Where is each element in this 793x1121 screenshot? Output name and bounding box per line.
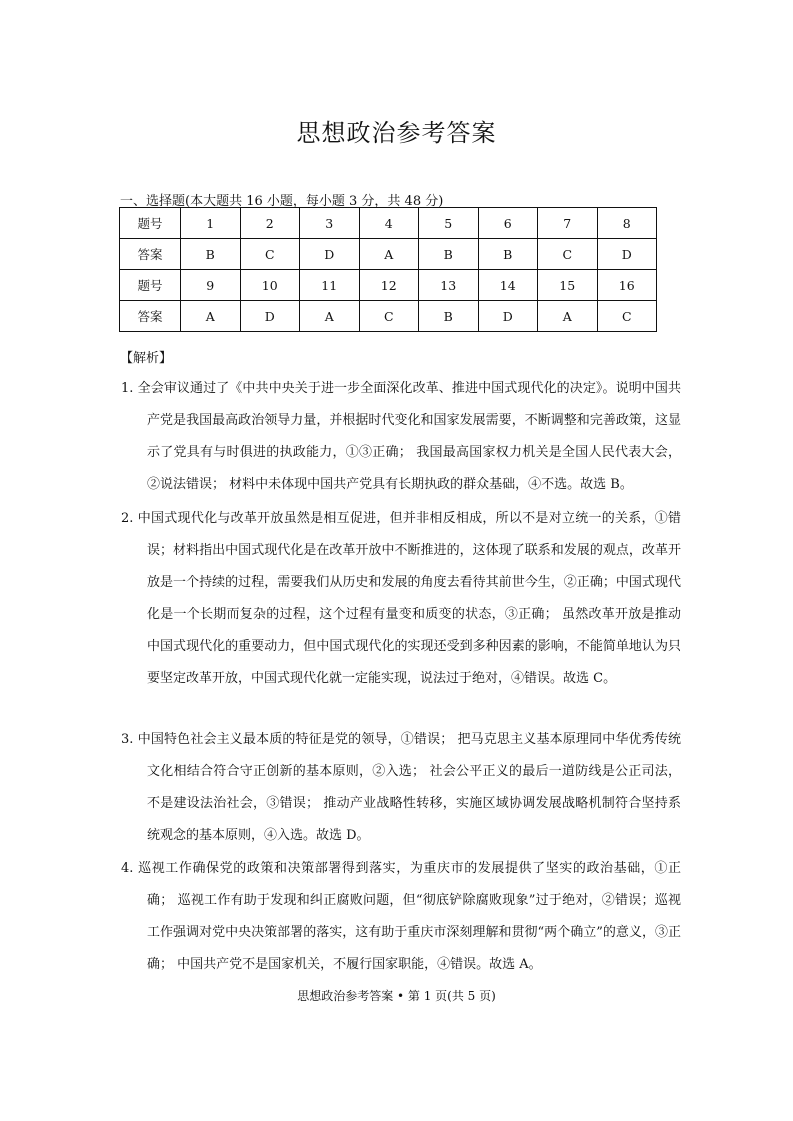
answer-table-cell: 6	[478, 208, 538, 239]
row-header-cell: 题号	[120, 270, 181, 301]
item-text: 全会审议通过了《中共中央关于进一步全面深化改革、推进中国式现代化的决定》。说明中国共产党是我国最高政治领导力量，并根据时代变化和国家发展需要，不断调整和完善政策，这显示了党具有与时俱进的执政能力，①③正确； 我国最高国家权力机关是全国人民代表大会，②说法错误； 材料中未体现中国共产党具有长期执政的群众基础，④不选。故选 B。	[137, 381, 681, 492]
answer-table-cell: C	[597, 301, 657, 332]
item-number: 1.	[121, 381, 134, 396]
row-header-cell: 答案	[120, 239, 181, 270]
analysis-item-2	[121, 503, 681, 695]
answer-table-cell: D	[300, 239, 360, 270]
answer-table-cell: 8	[597, 208, 657, 239]
analysis-item-4	[121, 853, 681, 981]
answer-table-cell: B	[419, 301, 479, 332]
item-text: 中国特色社会主义最本质的特征是党的领导，①错误； 把马克思主义基本原理同中华优秀传统文化相结合符合守正创新的基本原则，②入选； 社会公平正义的最后一道防线是公正司法，不是建设法治社会，③错误； 推动产业战略性转移，实施区域协调发展战略机制符合坚持系统观念的基本原则，④入选。故选 D。	[137, 732, 681, 843]
row-header-cell: 答案	[120, 301, 181, 332]
answer-table-cell: 10	[240, 270, 300, 301]
answer-table-cell: 13	[419, 270, 479, 301]
answer-table-row	[120, 239, 657, 270]
answer-table-cell: 5	[419, 208, 479, 239]
answer-table-row	[120, 270, 657, 301]
answer-table-row	[120, 208, 657, 239]
answer-table-cell: 2	[240, 208, 300, 239]
answer-table-cell: B	[181, 239, 241, 270]
answer-table-cell: 15	[538, 270, 598, 301]
answer-table-cell: B	[419, 239, 479, 270]
item-number: 3.	[121, 732, 134, 747]
answer-table-cell: C	[538, 239, 598, 270]
item-text: 中国式现代化与改革开放虽然是相互促进，但并非相反相成，所以不是对立统一的关系，①错误；材料指出中国式现代化是在改革开放中不断推进的，这体现了联系和发展的观点，改革开放是一个持续的过程，需要我们从历史和发展的角度去看待其前世今生，②正确；中国式现代化是一个长期而复杂的过程，这个过程有量变和质变的状态，③正确； 虽然改革开放是推动中国式现代化的重要动力，但中国式现代化的实现还受到多种因素的影响，不能简单地认为只要坚定改革开放，中国式现代化就一定能实现，说法过于绝对，④错误。故选 C。	[137, 511, 681, 686]
answer-table-cell: B	[478, 239, 538, 270]
answer-table-cell: A	[359, 239, 419, 270]
answer-table-cell: 3	[300, 208, 360, 239]
answer-table-cell: C	[359, 301, 419, 332]
answer-table-cell: D	[597, 239, 657, 270]
row-header-cell: 题号	[120, 208, 181, 239]
answer-table-cell: D	[478, 301, 538, 332]
answer-table	[119, 207, 657, 332]
answer-table-cell: 14	[478, 270, 538, 301]
answer-table-cell: D	[240, 301, 300, 332]
item-text: 巡视工作确保党的政策和决策部署得到落实，为重庆市的发展提供了坚实的政治基础，①正确； 巡视工作有助于发现和纠正腐败问题，但“彻底铲除腐败现象”过于绝对，②错误；巡视工作强调对党中央决策部署的落实，这有助于重庆市深刻理解和贯彻“两个确立”的意义，③正确； 中国共产党不是国家机关，不履行国家职能，④错误。故选 A。	[138, 861, 681, 972]
section-heading: 一、选择题(本大题共 16 小题，每小题 3 分，共 48 分)	[120, 194, 444, 209]
answer-table-cell: 16	[597, 270, 657, 301]
answer-table-cell: A	[181, 301, 241, 332]
analysis-item-1	[121, 373, 681, 501]
answer-table-cell: 1	[181, 208, 241, 239]
page-title: 思想政治参考答案	[296, 119, 497, 147]
answer-table-cell: 11	[300, 270, 360, 301]
answer-table-cell: 7	[538, 208, 598, 239]
item-number: 4.	[121, 861, 134, 876]
answer-table-cell: A	[538, 301, 598, 332]
answer-table-row	[120, 301, 657, 332]
analysis-item-3	[121, 724, 681, 852]
answer-table-cell: 4	[359, 208, 419, 239]
answer-table-cell: 12	[359, 270, 419, 301]
answer-table-cell: 9	[181, 270, 241, 301]
page-footer: 思想政治参考答案 • 第 1 页(共 5 页)	[297, 989, 496, 1003]
item-number: 2.	[121, 511, 134, 526]
analysis-label: 【解析】	[120, 351, 173, 366]
answer-table-cell: C	[240, 239, 300, 270]
answer-table-cell: A	[300, 301, 360, 332]
